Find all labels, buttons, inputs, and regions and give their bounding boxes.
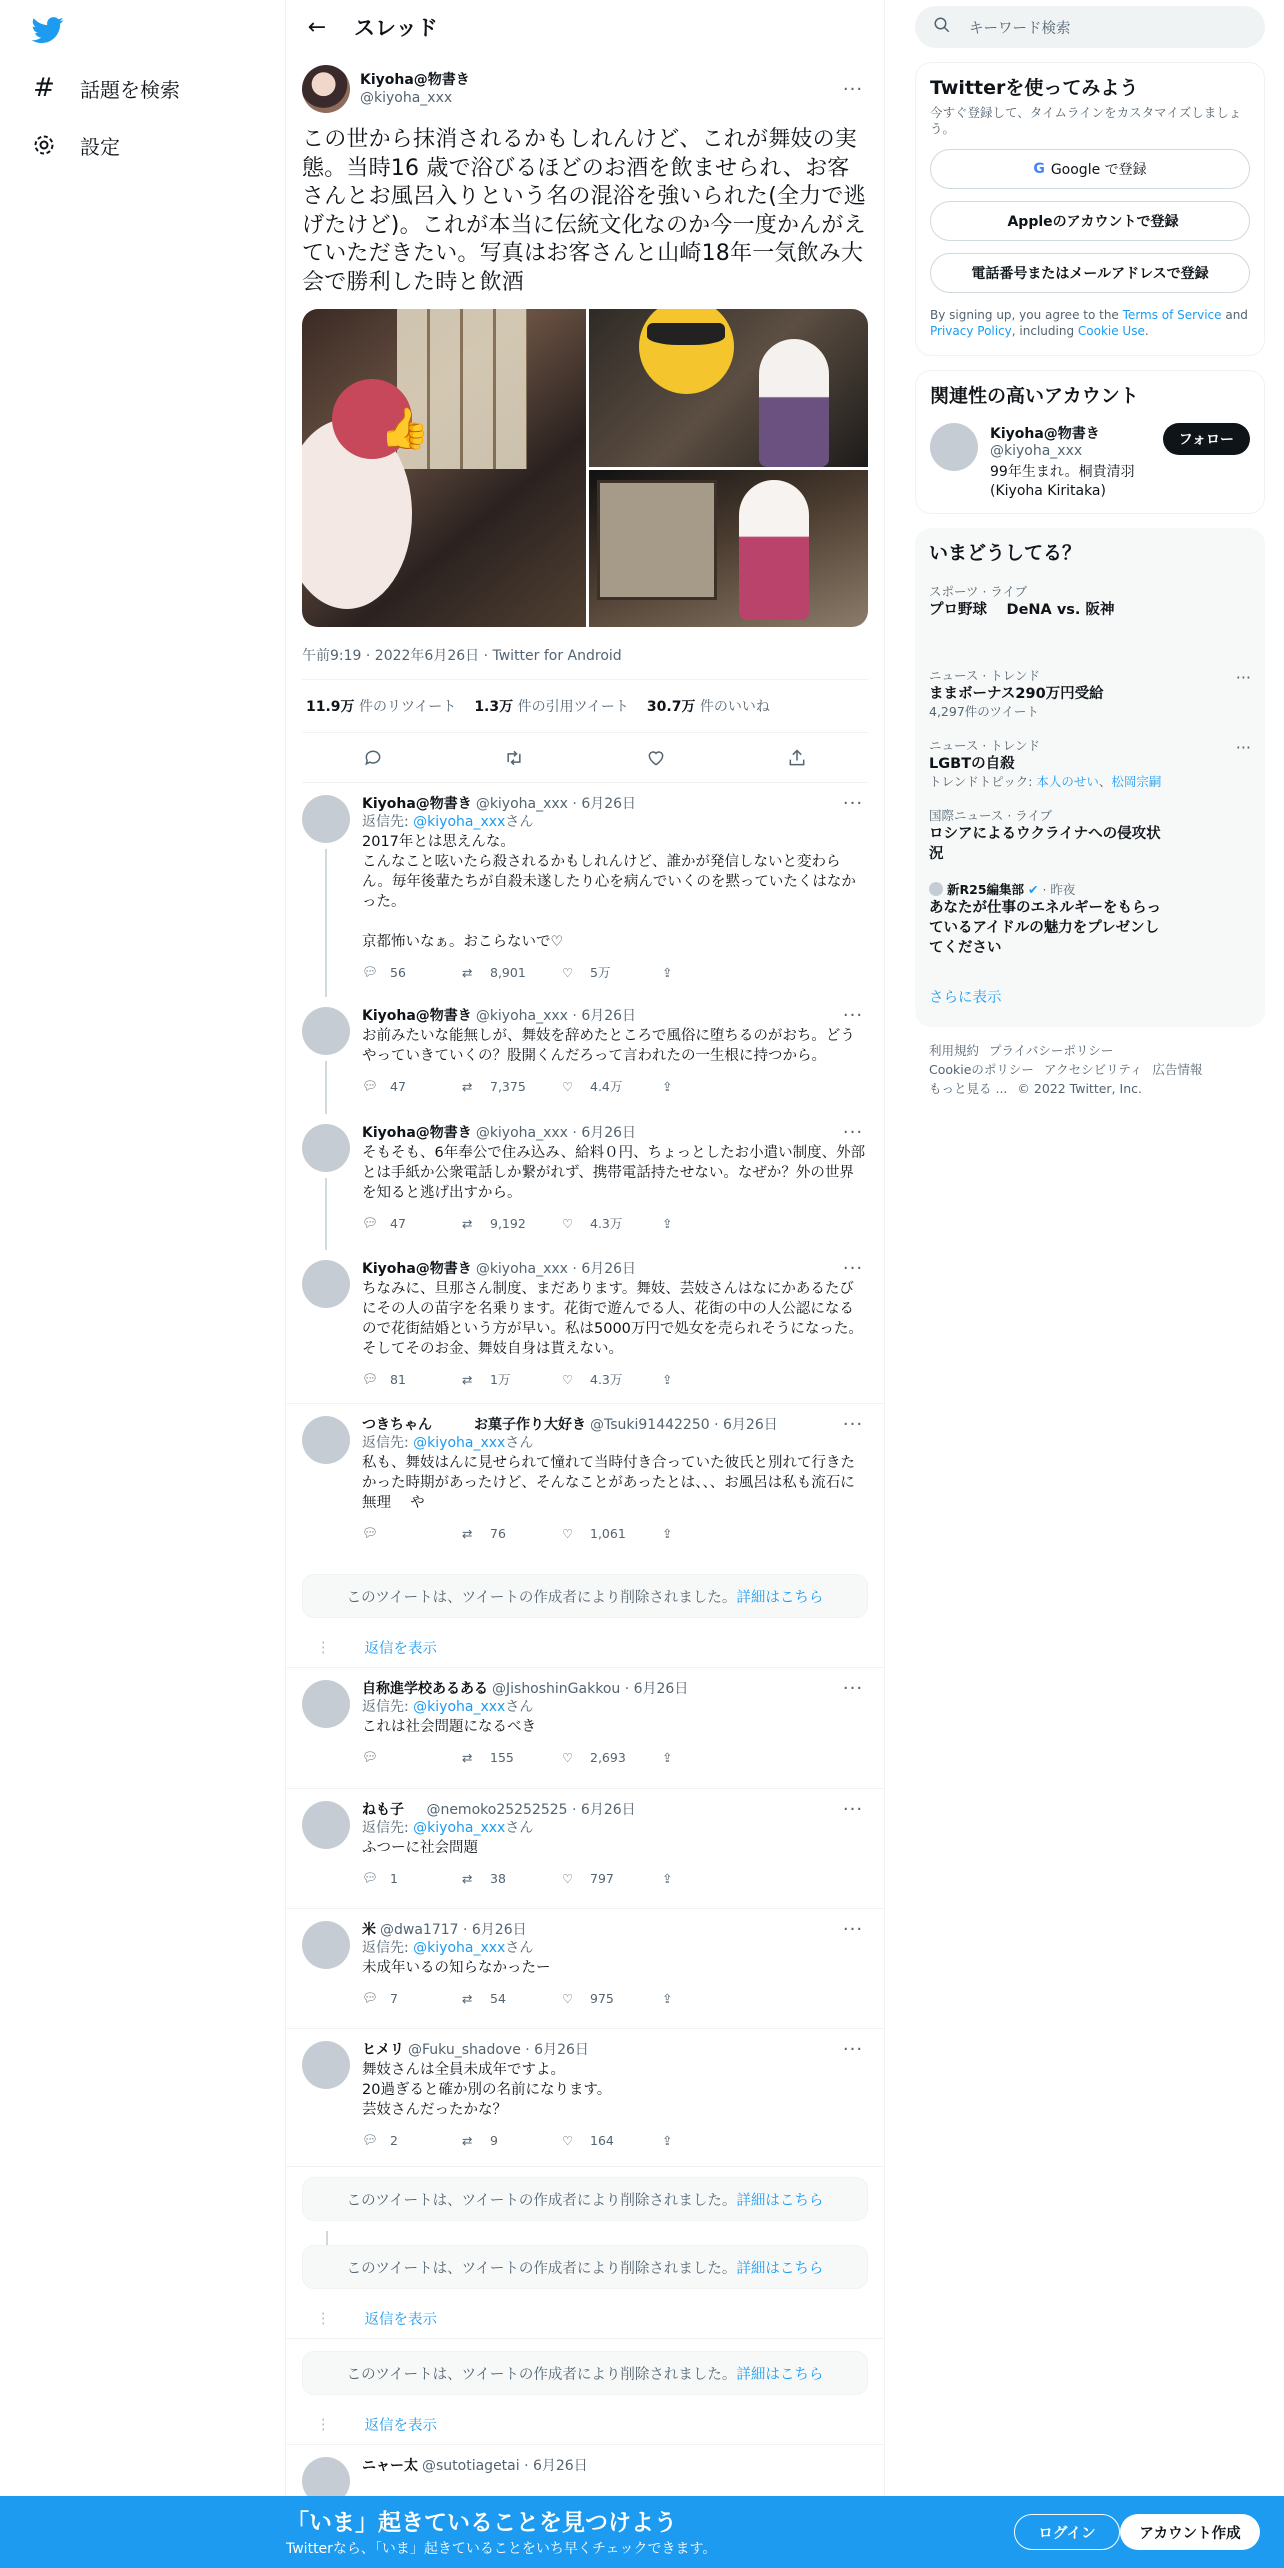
share-icon: ⇪ (662, 1215, 673, 1231)
reply-handle-date: @nemoko25252525 · 6月26日 (408, 1802, 636, 1818)
like-button[interactable]: ♡ 4.3万 (562, 1215, 623, 1231)
related-handle: @kiyoha_xxx (990, 443, 1083, 459)
like-button[interactable]: ♡ 164 (562, 2132, 614, 2148)
thread-line (325, 849, 327, 997)
reply-author-name[interactable]: つきちゃん お菓子作り大好き (362, 1417, 586, 1433)
reply-author-name[interactable]: ねも子 (362, 1802, 404, 1818)
retweet-button[interactable]: ⇄ 155 (462, 1749, 514, 1765)
like-button[interactable]: ♡ 4.3万 (562, 1371, 623, 1387)
reply-handle-date: @kiyoha_xxx · 6月26日 (475, 1008, 637, 1024)
related-name[interactable]: Kiyoha@物書き (990, 426, 1100, 442)
thread-header (286, 0, 884, 54)
reply-handle-date: @dwa1717 · 6月26日 (380, 1922, 527, 1938)
author-name[interactable]: Kiyoha@物書き (360, 72, 470, 88)
reply-button[interactable]: 💬︎ 81 (362, 1371, 406, 1387)
reply-author-name[interactable]: Kiyoha@物書き (362, 1125, 472, 1141)
avatar[interactable] (302, 1801, 350, 1849)
like-button[interactable]: ♡ 4.4万 (562, 1078, 623, 1094)
page-title: スレッド (354, 16, 438, 40)
replying-to: 返信先: @kiyoha_xxxさん (362, 1699, 534, 1715)
avatar[interactable] (302, 1260, 350, 1308)
retweet-button[interactable]: ⇄ 7,375 (462, 1078, 526, 1094)
reply-handle-date: @kiyoha_xxx · 6月26日 (475, 796, 637, 812)
like-button[interactable]: ♡ 1,061 (562, 1525, 626, 1541)
phone-email-signup-button[interactable]: 電話番号またはメールアドレスで登録 (930, 253, 1250, 293)
related-account[interactable] (930, 423, 1250, 501)
trend-item[interactable]: 国際ニュース · ライブ ロシアによるウクライナへの侵攻状況 (929, 808, 1161, 862)
replying-to-link[interactable]: @kiyoha_xxx (413, 814, 506, 830)
media-photo-1[interactable] (302, 309, 586, 627)
share-button[interactable] (662, 965, 762, 980)
deleted-tweet-notice: このツイートは、ツイートの作成者により削除されました。 詳細はこちら (302, 2177, 868, 2221)
media-photo-2[interactable] (589, 309, 868, 467)
retweet-icon: ⇄ (462, 1525, 473, 1541)
share-icon: ⇪ (662, 1371, 673, 1387)
retweet-button[interactable]: ⇄ 9,192 (462, 1215, 526, 1231)
reply-text: 舞妓さんは全員未成年ですよ。 20過ぎると確か別の名前になります。 芸妓さんだったかな？ (362, 2062, 612, 2118)
share-button[interactable] (662, 2133, 762, 2148)
share-button[interactable] (662, 1079, 762, 1094)
tweet-timestamp[interactable]: 午前9:19 · 2022年6月26日 · Twitter for Android (302, 645, 868, 680)
follow-button[interactable]: フォロー (1163, 423, 1250, 455)
reply-tweet[interactable] (286, 995, 884, 1112)
retweet-icon: ⇄ (462, 1215, 473, 1231)
share-icon: ⇪ (662, 1870, 673, 1886)
reply-icon: 💬︎ (362, 964, 378, 979)
sunglasses-emoji-icon (639, 309, 734, 394)
trends-card (915, 528, 1265, 1027)
reply-icon: 💬︎ (362, 1215, 378, 1230)
trend-item[interactable]: ニュース · トレンド LGBTの自殺 トレンドトピック: 本人のせい、松岡宗嗣 ··· (929, 738, 1251, 789)
trend-topic-link[interactable]: 松岡宗嗣 (1111, 774, 1162, 789)
vertical-dots-icon: ⋮ (316, 2310, 331, 2327)
like-heart-icon: ♡ (562, 1990, 574, 2006)
vertical-dots-icon: ⋮ (316, 1639, 331, 1656)
reply-handle-date: @Tsuki91442250 · 6月26日 (590, 1417, 778, 1433)
replying-to: 返信先: @kiyoha_xxxさん (362, 814, 534, 830)
footer-link[interactable]: 利用規約 (929, 1043, 980, 1058)
reply-icon: 💬︎ (362, 1371, 378, 1386)
reply-actions (362, 1523, 868, 1543)
tweet-text: この世から抹消されるかもしれんけど、これが舞妓の実態。当時16 歳で浴びるほどのお酒を飲ませられ、お客さんとお風呂入りという名の混浴を強いられた(全力で逃げたけど)。これが本当に伝統文化なのか今一度かんがえていただきたい。写真はお客さんと山崎18年一気飲み大会で勝利した時と飲酒 (302, 127, 866, 295)
privacy-link[interactable]: Privacy Policy (930, 324, 1012, 338)
details-link[interactable]: 詳細はこちら (736, 1589, 824, 1606)
replying-to-link[interactable]: @kiyoha_xxx (413, 1699, 506, 1715)
replying-to: 返信先: @kiyoha_xxxさん (362, 1940, 534, 1956)
show-replies[interactable]: ⋮ 返信を表示 (286, 2299, 884, 2339)
more-options-icon[interactable]: ··· (842, 1258, 864, 1279)
share-button[interactable] (662, 1216, 762, 1231)
avatar[interactable] (930, 423, 978, 471)
google-signup-button[interactable]: G Google で登録 (930, 149, 1250, 189)
avatar[interactable] (302, 795, 350, 843)
more-options-icon[interactable]: ··· (842, 793, 864, 814)
author-handle[interactable]: @kiyoha_xxx (360, 90, 453, 106)
reply-author-name[interactable]: ヒメリ (362, 2042, 404, 2058)
more-options-icon[interactable]: ··· (842, 2039, 864, 2060)
reply-actions (362, 962, 868, 982)
reply-author-name[interactable]: Kiyoha@物書き (362, 1261, 472, 1277)
retweet-icon: ⇄ (462, 964, 473, 980)
reply-actions (362, 1988, 868, 2008)
trend-item[interactable]: ニュース · トレンド ままボーナス290万円受給 4,297件のツイート ··· (929, 668, 1251, 719)
reply-author-name[interactable]: 自称進学校あるある (362, 1681, 488, 1697)
avatar[interactable] (302, 1007, 350, 1055)
reply-button[interactable]: 💬︎ 47 (362, 1078, 406, 1094)
reply-tweet[interactable] (286, 1789, 884, 1909)
details-link[interactable]: 詳細はこちら (736, 2192, 824, 2209)
like-heart-icon: ♡ (562, 1749, 574, 1765)
footer-link[interactable]: Cookieのポリシー (929, 1062, 1034, 1077)
trend-item[interactable]: スポーツ · ライブ プロ野球 DeNA vs. 阪神 (929, 584, 1115, 618)
reply-actions (362, 1747, 868, 1767)
source-avatar (929, 882, 943, 896)
quote-count[interactable]: 1.3万 件の引用ツイート (474, 699, 629, 715)
twitter-logo-icon[interactable] (30, 14, 66, 46)
like-button[interactable]: ♡ 2,693 (562, 1749, 626, 1765)
thread-line (326, 2231, 884, 2245)
more-options-icon[interactable]: ··· (842, 1919, 864, 1940)
replying-to-link[interactable]: @kiyoha_xxx (413, 1940, 506, 1956)
replying-to: 返信先: @kiyoha_xxxさん (362, 1820, 534, 1836)
thread-line (325, 1178, 327, 1250)
more-options-icon[interactable]: ··· (1235, 668, 1251, 687)
like-button[interactable]: ♡ 975 (562, 1990, 614, 2006)
media-photo-3[interactable] (589, 470, 868, 627)
details-link[interactable]: 詳細はこちら (736, 2366, 824, 2383)
window-frame (597, 480, 717, 600)
bottom-headline: 「いま」起きていることを見つけよう (286, 2510, 677, 2536)
main-column (285, 0, 885, 2568)
retweet-icon: ⇄ (462, 1870, 473, 1886)
share-icon: ⇪ (662, 1525, 673, 1541)
hashtag-icon: # (33, 73, 55, 103)
reply-tweet[interactable] (286, 1668, 884, 1789)
share-button[interactable] (662, 1372, 762, 1387)
more-options-icon[interactable]: ··· (842, 1122, 864, 1143)
avatar[interactable] (302, 2041, 350, 2089)
more-options-icon[interactable]: ··· (842, 1678, 864, 1699)
left-nav (0, 0, 285, 2568)
signup-title: Twitterを使ってみよう (930, 77, 1139, 99)
related-accounts-card (915, 370, 1265, 514)
more-options-icon[interactable]: ··· (1235, 738, 1251, 757)
more-options-icon[interactable]: ··· (842, 78, 864, 100)
trend-topic-link[interactable]: 本人のせい (1036, 774, 1099, 789)
reply-button[interactable]: 💬︎ 1 (362, 1870, 398, 1886)
reply-icon: 💬︎ (362, 1870, 378, 1885)
reply-actions (362, 2130, 868, 2150)
reply-button[interactable]: 💬︎ 56 (362, 964, 406, 980)
reply-text: 2017年とは思えんな。 こんなこと呟いたら殺されるかもしれんけど、誰かが発信しないと変わらん。毎年後輩たちが自殺未遂したり心を病んでいくのを黙っていたくはなかった。 京都怖いなぁ。おこらないで♡ (362, 834, 856, 950)
replying-to: 返信先: @kiyoha_xxxさん (362, 1435, 534, 1451)
avatar[interactable] (302, 1680, 350, 1728)
reply-author-name[interactable]: 米 (362, 1922, 376, 1938)
signup-subtitle: 今すぐ登録して、タイムラインをカスタマイズしましょう。 (930, 105, 1242, 136)
gear-icon (30, 131, 58, 159)
bottom-signup-bar (0, 2496, 1284, 2568)
cookie-link[interactable]: Cookie Use (1077, 324, 1145, 338)
avatar[interactable] (302, 65, 350, 113)
more-options-icon[interactable]: ··· (842, 1799, 864, 1820)
bottom-subtitle: Twitterなら、「いま」起きていることをいち早くチェックできます。 (286, 2541, 717, 2557)
reply-tweet[interactable] (286, 783, 884, 995)
reply-handle-date: @sutotiagetai · 6月26日 (422, 2458, 588, 2474)
retweet-icon: ⇄ (462, 2132, 473, 2148)
search-placeholder: キーワード検索 (969, 20, 1071, 37)
nav-explore-label: 話題を検索 (80, 77, 180, 102)
right-sidebar (915, 0, 1265, 1098)
reply-icon: 💬︎ (362, 2132, 378, 2147)
retweet-count[interactable]: 11.9万 件のリツイート (306, 699, 457, 715)
reply-handle-date: @kiyoha_xxx · 6月26日 (475, 1261, 637, 1277)
reply-tweet[interactable] (286, 1404, 884, 1564)
reply-actions (362, 1076, 868, 1096)
back-arrow-icon[interactable]: ← (307, 14, 327, 40)
show-more-link[interactable]: さらに表示 (929, 990, 1002, 1006)
related-bio: 99年生まれ。桐貴清羽(Kiyoha Kiritaka) (990, 464, 1135, 499)
google-icon: G (1033, 161, 1045, 177)
deleted-tweet-notice: このツイートは、ツイートの作成者により削除されました。 詳細はこちら (302, 1574, 868, 1618)
retweet-button[interactable]: ⇄ 1万 (462, 1371, 511, 1387)
reply-button[interactable]: 💬︎ 7 (362, 1990, 398, 2006)
reply-tweet[interactable] (286, 1248, 884, 1404)
replying-to-link[interactable]: @kiyoha_xxx (413, 1435, 506, 1451)
reply-author-name[interactable]: ニャー太 (362, 2458, 418, 2474)
deleted-tweet-notice: このツイートは、ツイートの作成者により削除されました。 詳細はこちら (302, 2351, 868, 2395)
retweet-button[interactable]: ⇄ 76 (462, 1525, 506, 1541)
replying-to-link[interactable]: @kiyoha_xxx (413, 1820, 506, 1836)
reply-actions (362, 1369, 868, 1389)
reply-text: 私も、舞妓はんに見せられて憧れて当時付き合っていた彼氏と別れて行きたかった時期があったけど、そんなことがあったとは、、、お風呂は私も流石に無理 や (362, 1455, 855, 1511)
footer-link[interactable]: アクセシビリティ (1043, 1062, 1143, 1077)
like-heart-icon: ♡ (562, 1525, 574, 1541)
tweet-stats (302, 680, 868, 733)
reply-author-name[interactable]: Kiyoha@物書き (362, 796, 472, 812)
reply-icon[interactable] (356, 741, 390, 775)
reply-button[interactable] (362, 1749, 462, 1765)
share-icon: ⇪ (662, 2132, 673, 2148)
share-button[interactable] (662, 1991, 762, 2006)
retweet-button[interactable]: ⇄ 54 (462, 1990, 506, 2006)
reply-button[interactable] (362, 1525, 462, 1541)
more-options-icon[interactable]: ··· (842, 1005, 864, 1026)
reply-tweet[interactable] (286, 1112, 884, 1248)
reply-handle-date: @JishoshinGakkou · 6月26日 (492, 1681, 689, 1697)
like-heart-icon: ♡ (562, 964, 574, 980)
apple-signup-button[interactable]: Appleのアカウントで登録 (930, 201, 1250, 241)
share-button[interactable] (662, 1871, 762, 1886)
avatar[interactable] (302, 1921, 350, 1969)
signup-card (915, 62, 1265, 356)
vertical-dots-icon: ⋮ (316, 2416, 331, 2433)
thumbs-up-icon: 👍 (380, 406, 430, 452)
tweet-author (302, 62, 868, 116)
retweet-button[interactable]: ⇄ 9 (462, 2132, 498, 2148)
terms-link[interactable]: Terms of Service (1122, 308, 1222, 322)
avatar[interactable] (302, 1416, 350, 1464)
like-heart-icon: ♡ (562, 1078, 574, 1094)
retweet-icon: ⇄ (462, 1078, 473, 1094)
copyright: © 2022 Twitter, Inc. (1017, 1081, 1142, 1096)
maiko-figure (739, 480, 809, 620)
reply-button[interactable]: 💬︎ 47 (362, 1215, 406, 1231)
details-link[interactable]: 詳細はこちら (736, 2260, 824, 2277)
retweet-icon[interactable] (497, 741, 531, 775)
like-heart-icon: ♡ (562, 2132, 574, 2148)
trends-title: いまどうしてる？ (929, 542, 1082, 564)
reply-handle-date: @kiyoha_xxx · 6月26日 (475, 1125, 637, 1141)
reply-button[interactable]: 💬︎ 2 (362, 2132, 398, 2148)
nav-settings[interactable] (30, 125, 120, 165)
retweet-button[interactable]: ⇄ 8,901 (462, 964, 526, 980)
avatar[interactable] (302, 1124, 350, 1172)
share-icon: ⇪ (662, 964, 673, 980)
signup-legal: By signing up, you agree to the Terms of Service and Privacy Policy, including Cookie Use. (930, 308, 1248, 338)
more-options-icon[interactable]: ··· (842, 1414, 864, 1435)
footer-links (915, 1027, 1265, 1098)
related-title: 関連性の高いアカウント (930, 385, 1139, 407)
reply-icon: 💬︎ (362, 1078, 378, 1093)
footer-link[interactable]: プライバシーポリシー (989, 1043, 1114, 1058)
main-tweet (286, 54, 884, 783)
like-heart-icon: ♡ (562, 1215, 574, 1231)
reply-author-name[interactable]: Kiyoha@物書き (362, 1008, 472, 1024)
share-icon: ⇪ (662, 1749, 673, 1765)
share-button[interactable] (662, 1750, 762, 1765)
footer-link[interactable]: もっと見る ... (929, 1081, 1008, 1096)
like-heart-icon[interactable] (639, 741, 673, 775)
share-icon: ⇪ (662, 1990, 673, 2006)
signup-button[interactable]: アカウント作成 (1120, 2514, 1260, 2550)
share-button[interactable] (662, 1526, 762, 1541)
reply-text: お前みたいな能無しが、舞妓を辞めたところで風俗に堕ちるのがおち。どうやっていきていくの？股開くんだろって言われたの一生根に持つから。 (362, 1028, 855, 1064)
sunglasses-shape (647, 323, 725, 345)
search-icon (933, 16, 951, 38)
reply-text: ふつーに社会問題 (362, 1840, 478, 1856)
show-replies[interactable]: ⋮ 返信を表示 (286, 1628, 884, 1668)
deleted-tweet-notice: このツイートは、ツイートの作成者により削除されました。 詳細はこちら (302, 2245, 868, 2289)
reply-actions (362, 1213, 868, 1233)
nav-explore[interactable] (30, 68, 180, 108)
verified-badge-icon: ✔ (1024, 882, 1039, 897)
reply-icon: 💬︎ (362, 1525, 378, 1540)
reply-handle-date: @Fuku_shadove · 6月26日 (408, 2042, 589, 2058)
trend-item[interactable]: 新R25編集部 ✔ · 昨夜 あなたが仕事のエネルギーをもらっているアイドルの魅力をプレゼンしてください (929, 882, 1161, 956)
show-replies[interactable]: ⋮ 返信を表示 (286, 2405, 884, 2445)
reply-icon: 💬︎ (362, 1749, 378, 1764)
reply-text: そもそも、6年奉公で住み込み、給料０円、ちょっとしたお小遣い制度、外部とは手紙か公衆電話しか繋がれず、携帯電話持たせない。なぜか？外の世界を知ると逃げ出すから。 (362, 1145, 866, 1201)
nav-settings-label: 設定 (80, 134, 120, 159)
reply-tweet[interactable] (286, 1909, 884, 2029)
footer-link[interactable]: 広告情報 (1152, 1062, 1203, 1077)
reply-text: ちなみに、旦那さん制度、まだあります。舞妓、芸妓さんはなにかあるたびにその人の苗字を名乗ります。花街で遊んでる人、花街の中の人公認になるので花街結婚という方が早い。私は5000万円で処女を売られそうになった。そしてそのお金、舞妓自身は貰えない。 (362, 1281, 863, 1357)
retweet-button[interactable]: ⇄ 38 (462, 1870, 506, 1886)
reply-actions (362, 1868, 868, 1888)
reply-text: 未成年いるの知らなかったー (362, 1960, 551, 1976)
like-heart-icon: ♡ (562, 1371, 574, 1387)
tweet-actions (302, 733, 868, 783)
retweet-icon: ⇄ (462, 1749, 473, 1765)
retweet-icon: ⇄ (462, 1371, 473, 1387)
retweet-icon: ⇄ (462, 1990, 473, 2006)
maiko-figure (759, 339, 829, 467)
reply-text: これは社会問題になるべき (362, 1719, 536, 1735)
share-icon: ⇪ (662, 1078, 673, 1094)
search-input[interactable] (915, 6, 1265, 48)
reply-tweet[interactable] (286, 2029, 884, 2167)
like-heart-icon: ♡ (562, 1870, 574, 1886)
reply-icon: 💬︎ (362, 1990, 378, 2005)
like-button[interactable]: ♡ 5万 (562, 964, 611, 980)
login-button[interactable]: ログイン (1014, 2514, 1120, 2550)
thread-line (325, 1061, 327, 1114)
like-button[interactable]: ♡ 797 (562, 1870, 614, 1886)
tweet-media-grid (302, 309, 868, 627)
like-count[interactable]: 30.7万 件のいいね (646, 699, 770, 715)
share-icon[interactable] (780, 741, 814, 775)
